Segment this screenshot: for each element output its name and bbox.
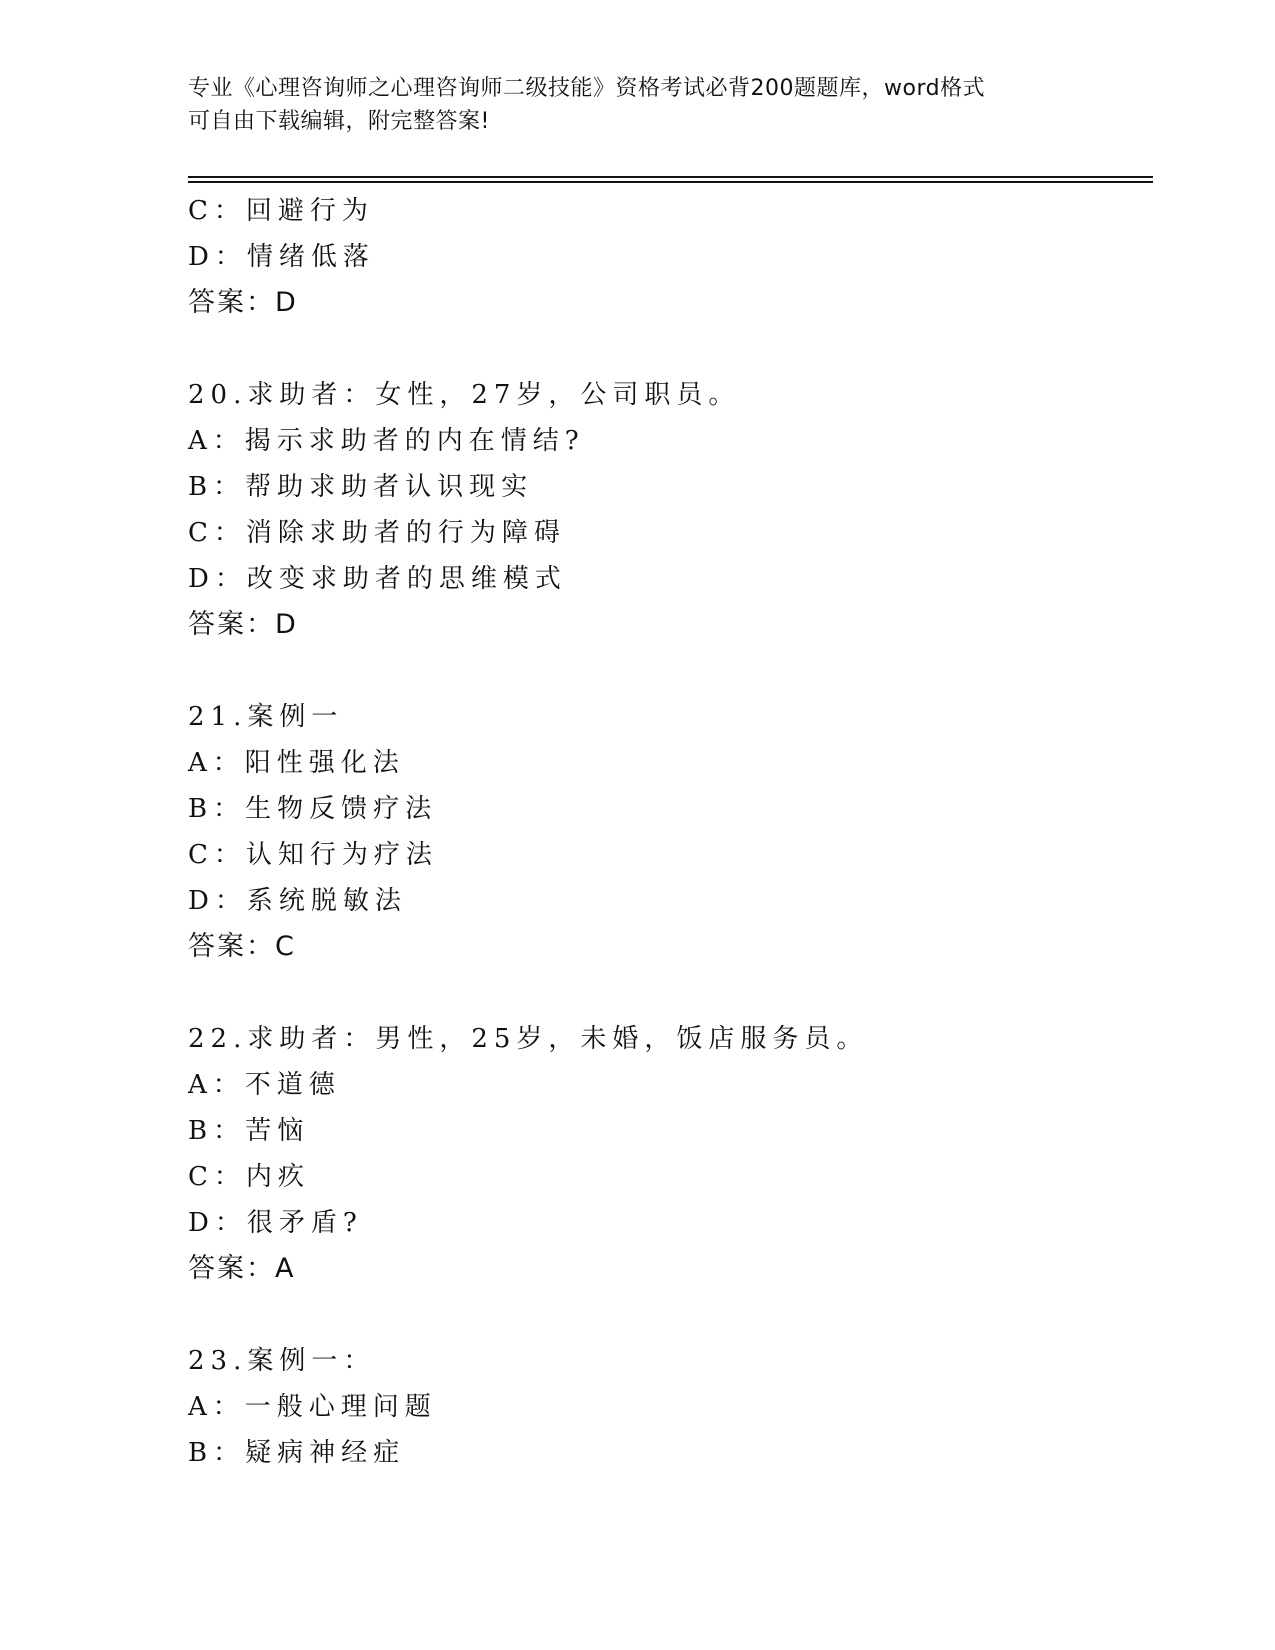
answer-line: 答案：C: [188, 931, 296, 962]
option-b: B：帮助求助者认识现实: [188, 472, 534, 502]
option-d: D：很矛盾?: [188, 1208, 363, 1238]
spacer: [188, 648, 1148, 694]
option-d: D：改变求助者的思维模式: [188, 564, 567, 594]
header-line-2: 可自由下载编辑，附完整答案!: [188, 109, 490, 134]
answer-line: 答案：D: [188, 609, 298, 640]
option-a: A：揭示求助者的内在情结?: [188, 426, 585, 456]
option-a: A：不道德: [188, 1070, 341, 1100]
question-20: [188, 372, 1148, 648]
header-line-1: 专业《心理咨询师之心理咨询师二级技能》资格考试必背200题题库，word格式: [188, 76, 986, 101]
question-21: [188, 694, 1148, 970]
option-b: B：苦恼: [188, 1116, 310, 1146]
question-list: [188, 188, 1148, 1476]
answer-line: 答案：D: [188, 287, 298, 318]
option-a: A：阳性强化法: [188, 748, 405, 778]
question-19-tail: [188, 188, 1148, 326]
option-a: A：一般心理问题: [188, 1392, 437, 1422]
spacer: [188, 326, 1148, 372]
option-d: D：情绪低落: [188, 242, 375, 272]
question-stem: 20.求助者：女性，27岁，公司职员。: [188, 380, 741, 410]
question-stem: 22.求助者：男性，25岁，未婚，饭店服务员。: [188, 1024, 869, 1054]
option-c: C：认知行为疗法: [188, 840, 438, 870]
spacer: [188, 970, 1148, 1016]
question-stem: 23.案例一：: [188, 1346, 376, 1376]
answer-line: 答案：A: [188, 1253, 296, 1284]
option-b: B：疑病神经症: [188, 1438, 406, 1468]
document-header: [188, 72, 1088, 138]
option-c: C：回避行为: [188, 196, 374, 226]
option-c: C：消除求助者的行为障碍: [188, 518, 566, 548]
option-d: D：系统脱敏法: [188, 886, 407, 916]
question-23: [188, 1338, 1148, 1476]
header-divider-top: [188, 176, 1153, 178]
question-22: [188, 1016, 1148, 1292]
option-b: B：生物反馈疗法: [188, 794, 438, 824]
header-divider-bottom: [188, 181, 1153, 183]
option-c: C：内疚: [188, 1162, 310, 1192]
spacer: [188, 1292, 1148, 1338]
question-stem: 21.案例一: [188, 702, 344, 732]
